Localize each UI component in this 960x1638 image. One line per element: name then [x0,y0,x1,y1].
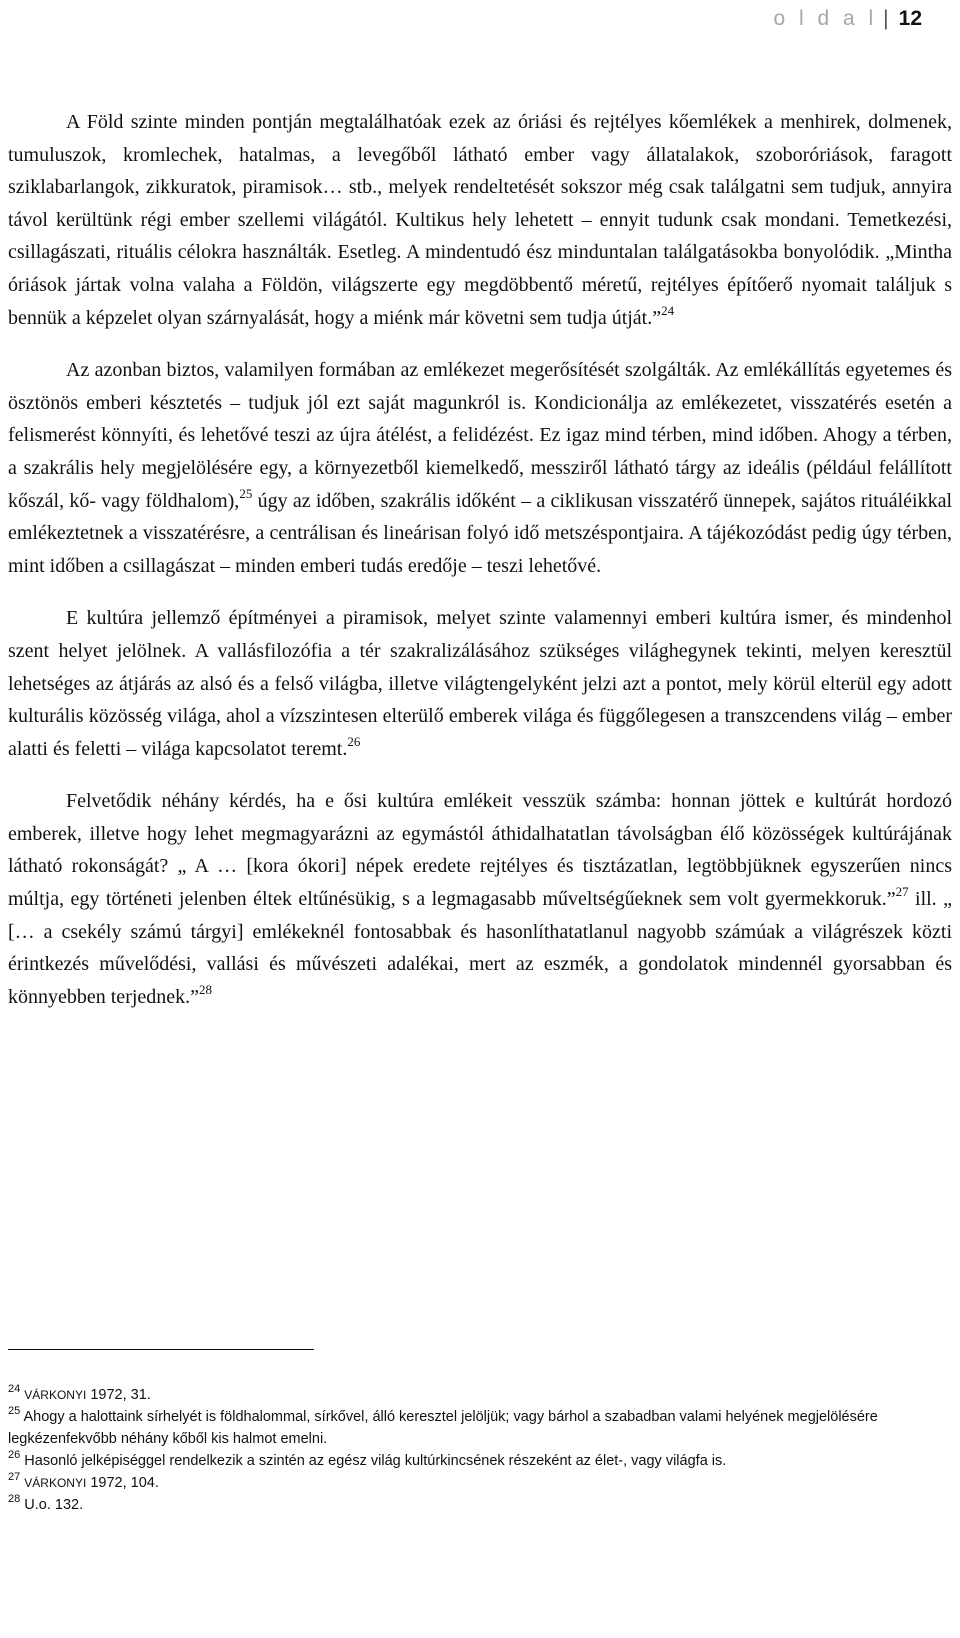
paragraph-text: A Föld szinte minden pontján megtalálhatóak ezek az óriási és rejtélyes kőemlékek a menhirek, dolmenek, tumuluszok, kromlechek, hatalmas, a levegőből látható ember vagy állatalakok, szoboróriások, faragott sziklabarlangok, zikkuratok, piramisok… stb., melyek rendeltetését sokszor még csak találgatni sem tudjuk, annyira távol kerültünk régi ember szellemi világától. Kultikus hely lehetett – ennyit tudunk csak mondani. Temetkezési, csillagászati, rituális célokra használták. Esetleg. A mindentudó ész minduntalan találgatásokba bonyolódik. „Mintha óriások jártak volna valaha a Földön, világszerte egy megdöbbentő méretű, rejtélyes építőerő nyomait találjuk s bennük a képzelet olyan szárnyalását, hogy a miénk már követni sem tudja útját.” [8,111,952,329]
footnote [8,1384,930,1406]
body-paragraph [8,602,952,765]
footnote-reference: 26 [347,733,361,749]
footnote-reference: 28 [199,981,213,997]
body-paragraph [8,354,952,582]
footnote-text: Hasonló jelképiséggel rendelkezik a szintén az egész világ kultúrkincsének részeként az élet-, vagy világfa is. [20,1453,727,1469]
footnote-number: 25 [8,1405,21,1417]
footnote [8,1406,930,1450]
page-number: 12 [898,7,922,30]
footnote-number: 24 [8,1383,21,1395]
footnote-author: VÁRKONYI [24,1388,87,1402]
footnote-reference: 25 [239,485,253,501]
footnote-number: 28 [8,1493,21,1505]
page-label: o l d a l [773,7,878,30]
footnotes [8,1384,930,1516]
footnote [8,1450,930,1472]
footnote-author: VÁRKONYI [24,1476,87,1490]
footnote-text: Ahogy a halottaink sírhelyét is földhalommal, sírkővel, álló keresztel jelöljük; vagy bárhol a szabadban valami helyének megjelölésére legkézenfekvőbb néhány kőből kis halmot emelni. [8,1409,878,1447]
main-text [8,106,952,1033]
paragraph-text: Felvetődik néhány kérdés, ha e ősi kultúra emlékeit vesszük számba: honnan jöttek e kultúrát hordozó emberek, illetve hogy lehet megmagyarázni az egymástól áthidalhatatlan távolságban élő közösségek kultúrájának látható rokonságát? „ A … [kora ókori] népek eredete rejtélyes és tisztázatlan, legtöbbjüknek egyszerűen nincs múltja, egy történeti jelenben éltek eltűnésükig, s a legmagasabb műveltségűeknek sem volt gyermekkoruk.” [8,790,952,911]
footnote-reference: 24 [661,302,675,318]
body-paragraph [8,785,952,1013]
header-separator: | [883,7,889,30]
footnote-reference: 27 [895,884,909,900]
footnote-text: U.o. 132. [20,1497,84,1513]
paragraph-text: E kultúra jellemző építményei a piramisok, melyet szinte valamennyi emberi kultúra ismer, és mindenhol szent helyet jelölnek. A vallásfilozófia a tér szakralizálásához szükséges világhegynek tekinti, melyen keresztül lehetséges az átjárás az alsó és a felső világba, illetve világtengelyként jelzi azt a pontot, mely körül elterül egy adott kulturális közösség világa, ahol a vízszintesen elterülő emberek világa és függőlegesen a transzcendens világ – ember alatti és feletti – világa kapcsolatot teremt. [8,607,952,760]
footnote-number: 26 [8,1449,21,1461]
paragraph-text: Az azonban biztos, valamilyen formában az emlékezet megerősítését szolgálták. Az emlékállítás egyetemes és ösztönös emberi késztetés – tudjuk jól ezt saját magunkról is. Kondicionálja az emlékezetet, visszatérés esetén a felismerést könnyíti, és lehetővé teszi az újra átélést, a felidézést. Ez igaz mind térben, mind időben. Ahogy a térben, a szakrális hely megjelölésére egy, a környezetből kiemelkedő, messziről látható tárgy az ideális (például felállított kőszál, kő- vagy földhalom), [8,359,952,512]
page-header [773,6,922,32]
footnote [8,1494,930,1516]
paragraph-text: ill. „ [… a csekély számú tárgyi] emlékeknél fontosabbak és hasonlíthatatlanul nagyobb számúak a világrészek közti érintkezés művelődési, vallási és művészeti adalékai, mert az eszmék, a gondolatok mindennél gyorsabban és könnyebben terjednek.” [8,888,953,1008]
paragraph-text: úgy az időben, szakrális időként – a ciklikusan visszatérő ünnepek, sajátos rituáléikkal emlékeztetnek a visszatérésre, a centrálisan és lineárisan folyó idő metszéspontjaira. A tájékozódást pedig úgy térben, mint időben a csillagászat – minden emberi tudás eredője – teszi lehetővé. [8,489,953,577]
footnote-text: 1972, 31. [86,1387,151,1403]
footnote [8,1472,930,1494]
body-paragraph [8,106,952,334]
footnote-separator [8,1349,314,1350]
footnote-text: 1972, 104. [86,1475,159,1491]
footnote-number: 27 [8,1471,21,1483]
